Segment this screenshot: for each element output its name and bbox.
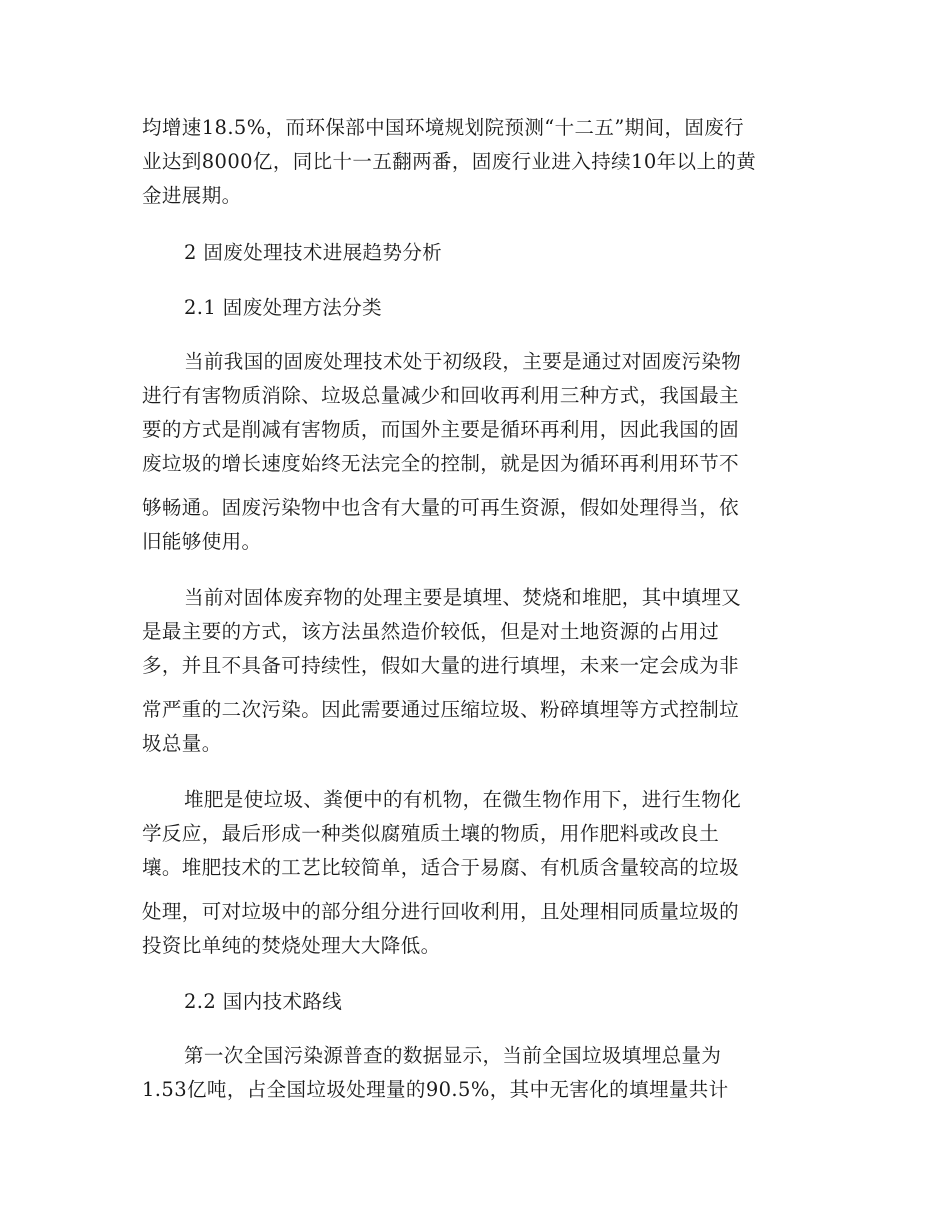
paragraph-line: 堆肥是使垃圾、粪便中的有机物，在微生物作用下，进行生物化	[184, 788, 742, 811]
paragraph-line: 是最主要的方式，该方法虽然造价较低，但是对土地资源的占用过	[142, 620, 720, 643]
paragraph-line: 金进展期。	[142, 184, 242, 207]
paragraph-line: 第一次全国污染源普查的数据显示，当前全国垃圾填埋总量为	[184, 1044, 722, 1067]
paragraph-line: 处理，可对垃圾中的部分组分进行回收利用，且处理相同质量垃圾的	[142, 900, 740, 923]
subsection-heading: 2.1 固废处理方法分类	[184, 296, 383, 319]
subsection-heading: 2.2 国内技术路线	[184, 990, 343, 1013]
paragraph-line: 进行有害物质消除、垃圾总量减少和回收再利用三种方式，我国最主	[142, 384, 740, 407]
paragraph-line: 圾总量。	[142, 732, 222, 755]
paragraph-line: 常严重的二次污染。因此需要通过压缩垃圾、粉碎填埋等方式控制垃	[142, 698, 740, 721]
paragraph-line: 废垃圾的增长速度始终无法完全的控制，就是因为循环再利用环节不	[142, 452, 740, 475]
paragraph-line: 够畅通。固废污染物中也含有大量的可再生资源，假如处理得当，依	[142, 496, 740, 519]
paragraph-line: 均增速18.5%，而环保部中国环境规划院预测“十二五”期间，固废行	[142, 116, 745, 139]
paragraph-line: 业达到8000亿，同比十一五翻两番，固废行业进入持续10年以上的黄	[142, 150, 757, 173]
paragraph-line: 投资比单纯的焚烧处理大大降低。	[142, 934, 441, 957]
paragraph-line: 1.53亿吨，占全国垃圾处理量的90.5%，其中无害化的填埋量共计	[142, 1078, 729, 1101]
paragraph-line: 多，并且不具备可持续性，假如大量的进行填埋，未来一定会成为非	[142, 654, 740, 677]
paragraph-line: 学反应，最后形成一种类似腐殖质土壤的物质，用作肥料或改良土	[142, 822, 720, 845]
paragraph-line: 当前对固体废弃物的处理主要是填埋、焚烧和堆肥，其中填埋又	[184, 586, 742, 609]
paragraph-line: 旧能够使用。	[142, 530, 262, 553]
paragraph-line: 壤。堆肥技术的工艺比较简单，适合于易腐、有机质含量较高的垃圾	[142, 856, 740, 879]
section-heading: 2 固废处理技术进展趋势分析	[184, 241, 443, 264]
paragraph-line: 要的方式是削减有害物质，而国外主要是循环再利用，因此我国的固	[142, 418, 740, 441]
paragraph-line: 当前我国的固废处理技术处于初级段，主要是通过对固废污染物	[184, 350, 742, 373]
